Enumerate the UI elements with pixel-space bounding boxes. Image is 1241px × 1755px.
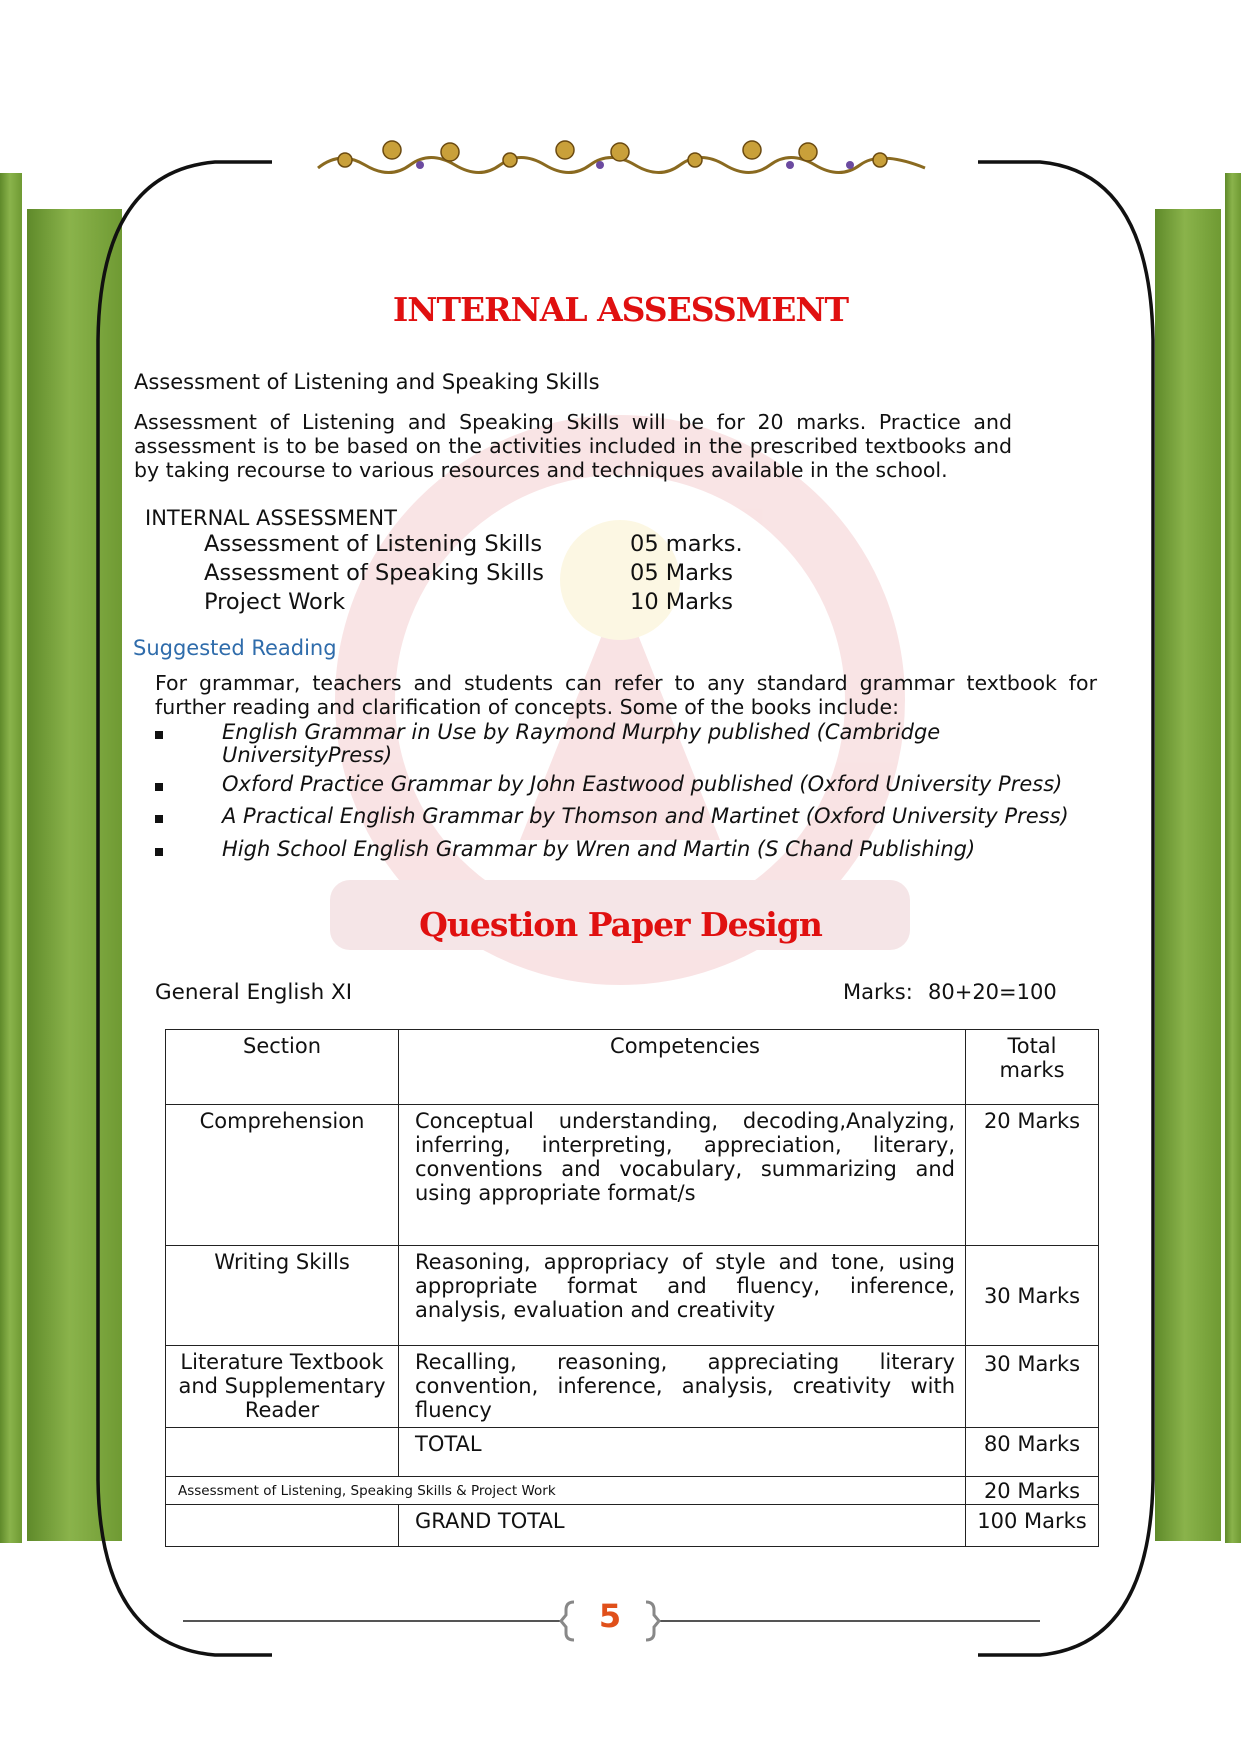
subject-label: General English XI: [155, 980, 353, 1005]
ia-item-label: Assessment of Speaking Skills: [204, 560, 544, 586]
marks-cell: 30 Marks: [966, 1246, 1099, 1346]
book-item: High School English Grammar by Wren and Martin (S Chand Publishing): [222, 837, 976, 861]
marks-cell: 20 Marks: [966, 1105, 1099, 1246]
marks-value: 80+20=100: [928, 980, 1057, 1004]
assessment-label: Assessment of Listening, Speaking Skills & Project Work: [166, 1477, 966, 1505]
table-row: [166, 1105, 1099, 1246]
section-cell: Writing Skills: [166, 1246, 399, 1346]
page-number: 5: [598, 1597, 622, 1635]
suggested-reading-heading: Suggested Reading: [133, 636, 337, 660]
bullet-icon: [155, 731, 163, 739]
ia-item-marks: 05 Marks: [630, 560, 733, 586]
grand-total-marks: 100 Marks: [966, 1505, 1099, 1547]
question-paper-table: [165, 1029, 1099, 1547]
internal-assessment-heading: INTERNAL ASSESSMENT: [145, 506, 397, 530]
listening-speaking-heading: Assessment of Listening and Speaking Skills: [134, 370, 600, 394]
grand-total-label: GRAND TOTAL: [399, 1505, 966, 1547]
ia-item-label: Assessment of Listening Skills: [204, 531, 543, 557]
total-marks: 80 Marks: [966, 1428, 1099, 1477]
table-row: [166, 1346, 1099, 1428]
book-item: English Grammar in Use by Raymond Murphy published (Cambridge UniversityPress): [222, 720, 941, 767]
ornamental-border-icon: [318, 141, 925, 173]
section-cell: Comprehension: [166, 1105, 399, 1246]
header-competencies: Competencies: [399, 1030, 966, 1105]
suggested-reading-intro: For grammar, teachers and students can refer to any standard grammar textbook for further reading and clarification of concepts. Some of the books include:: [155, 671, 1097, 719]
competencies-cell: Recalling, reasoning, appreciating literary convention, inference, analysis, creativity with fluency: [399, 1346, 966, 1428]
ia-item-marks: 10 Marks: [630, 589, 733, 615]
header-total: Total marks: [966, 1030, 1099, 1105]
total-row: [166, 1428, 1099, 1477]
question-paper-title: Question Paper Design: [419, 905, 822, 944]
marks-cell: 30 Marks: [966, 1346, 1099, 1428]
book-item: A Practical English Grammar by Thomson and Martinet (Oxford University Press): [222, 804, 1069, 828]
total-label: TOTAL: [399, 1428, 966, 1477]
listening-speaking-paragraph: Assessment of Listening and Speaking Skills will be for 20 marks. Practice and assessment is to be based on the activities included in the prescribed textbooks and by taking recourse to various resources and techniques available in the school.: [134, 410, 1012, 482]
bullet-icon: [155, 815, 163, 823]
bullet-icon: [155, 783, 163, 791]
book-item: Oxford Practice Grammar by John Eastwood published (Oxford University Press): [222, 772, 1063, 796]
grand-total-row: [166, 1505, 1099, 1547]
competencies-cell: Conceptual understanding, decoding,Analyzing, inferring, interpreting, appreciation, literary, conventions and vocabulary, summarizing and using appropriate format/s: [399, 1105, 966, 1246]
table-header-row: [166, 1030, 1099, 1105]
assessment-marks: 20 Marks: [966, 1477, 1099, 1505]
page-title: INTERNAL ASSESSMENT: [392, 290, 849, 329]
table-row: [166, 1246, 1099, 1346]
header-section: Section: [166, 1030, 399, 1105]
bullet-icon: [155, 848, 163, 856]
section-cell: Literature Textbook and Supplementary Reader: [166, 1346, 399, 1428]
competencies-cell: Reasoning, appropriacy of style and tone, using appropriate format and fluency, inference, analysis, evaluation and creativity: [399, 1246, 966, 1346]
ia-item-label: Project Work: [204, 589, 346, 615]
ia-item-marks: 05 marks.: [630, 531, 743, 557]
assessment-row: [166, 1477, 1099, 1505]
marks-label: Marks:: [843, 980, 913, 1004]
